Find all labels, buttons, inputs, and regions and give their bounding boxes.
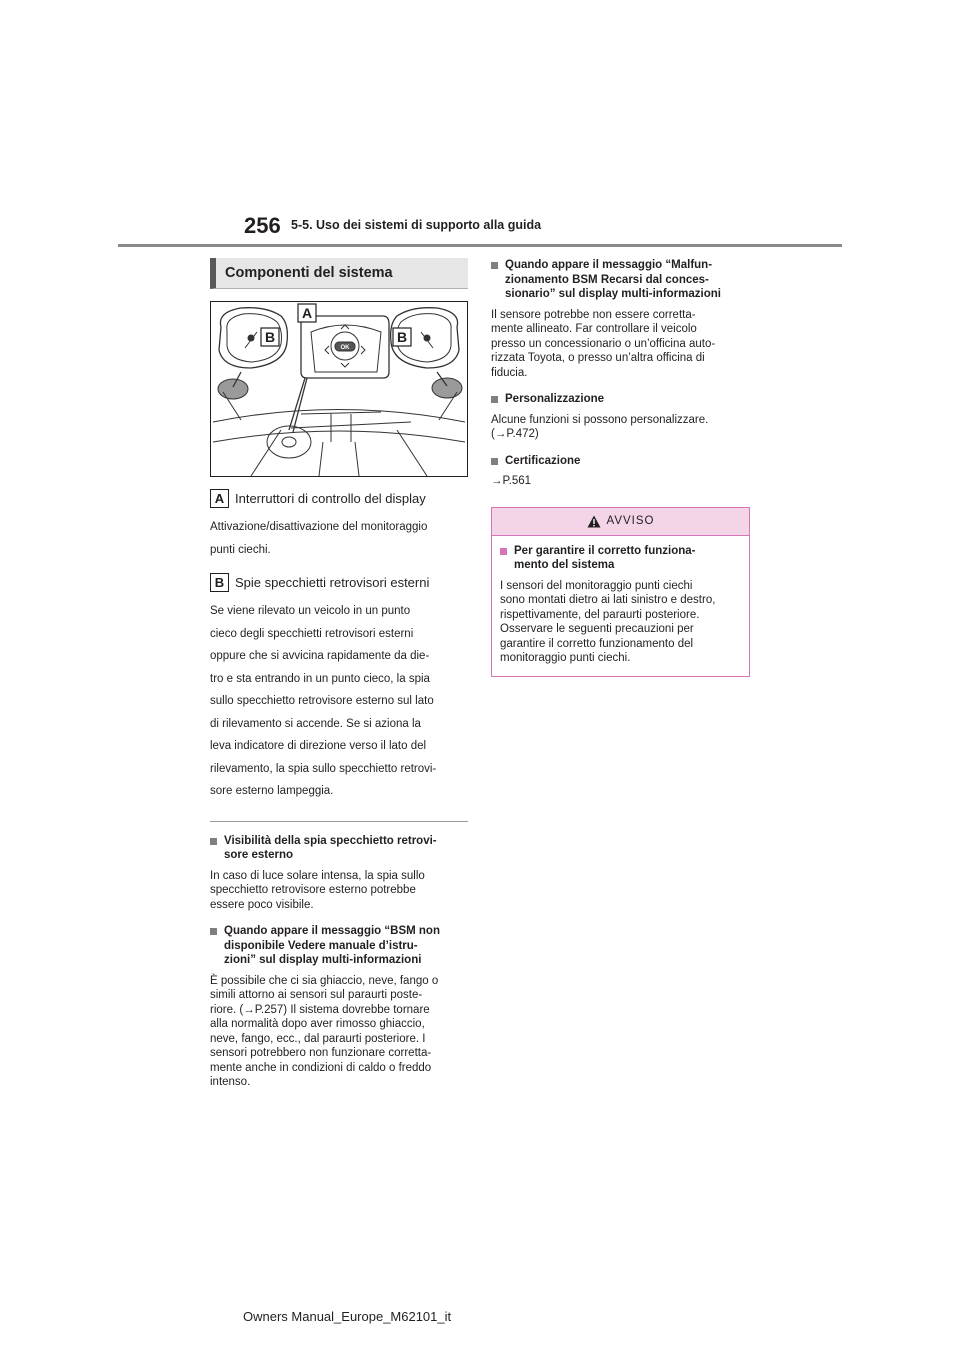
text-line: Quando appare il messaggio “BSM non [224, 925, 440, 937]
text-line: garantire il corretto funzionamento del [500, 637, 694, 650]
text-line: alla normalità dopo aver rimosso ghiaccio, [210, 1018, 425, 1030]
text-line: intenso. [210, 1076, 251, 1088]
text-line: specchietto retrovisore esterno potrebbe [210, 884, 416, 896]
note-visibility [210, 834, 468, 913]
text-line: disponibile Vedere manuale d’istru- [224, 939, 418, 952]
text-line: presso un concessionario o un’officina auto- [491, 337, 716, 350]
warning-triangle-icon [587, 515, 601, 528]
note-body [491, 413, 750, 442]
callout-a [210, 489, 468, 508]
note-customization [491, 392, 750, 442]
text-line: Attivazione/disattivazione del monitoraggio [210, 521, 428, 533]
warning-box [491, 507, 750, 677]
page-number: 256 [244, 213, 281, 238]
page-link[interactable]: (→P.472) [491, 428, 539, 440]
bullet-square-icon [210, 838, 217, 845]
text-line: sullo specchietto retrovisore esterno sul lato [210, 695, 434, 707]
system-components-figure [210, 301, 468, 477]
note-title [491, 454, 750, 469]
text-line: riore. (→P.257) Il sistema dovrebbe tornare [210, 1003, 430, 1016]
section-divider [210, 821, 468, 822]
note-body [210, 974, 468, 1090]
callout-a-letter: A [210, 489, 229, 508]
text-line: sensori potrebbero non funzionare corretta- [210, 1047, 432, 1059]
text-line: Certificazione [505, 454, 581, 467]
callout-a-title: Interruttori di controllo del display [235, 491, 426, 506]
text-line: punti ciechi. [210, 543, 271, 556]
bullet-square-icon [491, 396, 498, 403]
section-heading: Componenti del sistema [210, 258, 468, 289]
page-link[interactable]: →P.561 [491, 475, 532, 487]
text-line: zionamento BSM Recarsi dal conces- [505, 273, 709, 286]
text-line: I sensori del monitoraggio punti ciechi [500, 579, 693, 592]
right-column [491, 258, 750, 677]
text-line: rizzata Toyota, o presso un’altra officina di [491, 352, 705, 364]
text-line: cieco degli specchietti retrovisori esterni [210, 627, 414, 640]
text-line: tro e sta entrando in un punto cieco, la spia [210, 672, 430, 685]
ok-button-label: OK [340, 345, 350, 351]
bullet-square-icon [491, 262, 498, 269]
left-column [210, 258, 468, 1090]
text-line: È possibile che ci sia ghiaccio, neve, fango o [210, 974, 439, 987]
note-certification [491, 454, 750, 489]
note-title [491, 392, 750, 407]
warning-content [492, 536, 749, 676]
text-line: sionario” sul display multi-informazioni [505, 288, 721, 300]
note-title [210, 834, 468, 863]
note-body [491, 474, 750, 489]
callout-b-title: Spie specchietti retrovisori esterni [235, 575, 430, 590]
dashboard-illustration [211, 302, 467, 476]
text-line: mente allineato. Far controllare il veicolo [491, 323, 697, 335]
text-line: neve, fango, ecc., dal paraurti posteriore. I [210, 1032, 426, 1045]
note-bsm-unavailable [210, 924, 468, 1090]
text-line: Alcune funzioni si possono personalizzare. [491, 413, 709, 426]
figure-label-b-right: B [396, 329, 408, 345]
header-rule [118, 244, 842, 247]
section-title: 5-5. Uso dei sistemi di supporto alla guida [291, 218, 542, 232]
warning-label: AVVISO [606, 515, 655, 527]
warning-body [500, 579, 741, 666]
text-line: sore esterno [224, 849, 294, 861]
text-line: rispettivamente, del paraurti posteriore. [500, 608, 700, 621]
callout-b [210, 573, 468, 592]
bullet-square-icon [500, 548, 507, 555]
text-line: Visibilità della spia specchietto retrovi- [224, 834, 437, 847]
text-line: Personalizzazione [505, 393, 605, 405]
callout-a-description [210, 516, 468, 561]
text-line: di rilevamento si accende. Se si aziona la [210, 717, 421, 730]
text-line: simili attorno ai sensori sul paraurti poste- [210, 989, 423, 1001]
figure-label-b-left: B [264, 329, 276, 345]
note-body [210, 869, 468, 913]
figure-label-a: A [301, 305, 313, 321]
text-line: essere poco visibile. [210, 898, 314, 911]
note-bsm-malfunction [491, 258, 750, 380]
text-line: Se viene rilevato un veicolo in un punto [210, 605, 411, 617]
note-title [491, 258, 750, 302]
text-line: sono montati dietro ai lati sinistro e destro, [500, 594, 716, 606]
text-line: In caso di luce solare intensa, la spia sullo [210, 869, 425, 882]
text-line: zioni” sul display multi-informazioni [224, 954, 422, 966]
callout-b-letter: B [210, 573, 229, 592]
callout-b-description [210, 600, 468, 803]
bullet-square-icon [491, 458, 498, 465]
note-title [210, 924, 468, 968]
bullet-square-icon [210, 928, 217, 935]
text-line: oppure che si avvicina rapidamente da die- [210, 650, 430, 662]
text-line: fiducia. [491, 366, 528, 379]
warning-title [500, 544, 741, 573]
text-line: monitoraggio punti ciechi. [500, 652, 631, 664]
text-line: Quando appare il messaggio “Malfun- [505, 259, 713, 271]
text-line: leva indicatore di direzione verso il lato del [210, 740, 427, 752]
footer-text: Owners Manual_Europe_M62101_it [243, 1309, 452, 1324]
text-line: Per garantire il corretto funziona- [514, 544, 696, 557]
warning-header [492, 508, 749, 536]
note-body [491, 308, 750, 381]
text-line: mento del sistema [514, 559, 615, 571]
text-line: sore esterno lampeggia. [210, 785, 334, 797]
text-line: Il sensore potrebbe non essere corretta- [491, 308, 696, 321]
text-line: Osservare le seguenti precauzioni per [500, 623, 694, 635]
text-line: mente anche in condizioni di caldo o freddo [210, 1061, 432, 1074]
text-line: rilevamento, la spia sullo specchietto retrovi- [210, 762, 437, 775]
